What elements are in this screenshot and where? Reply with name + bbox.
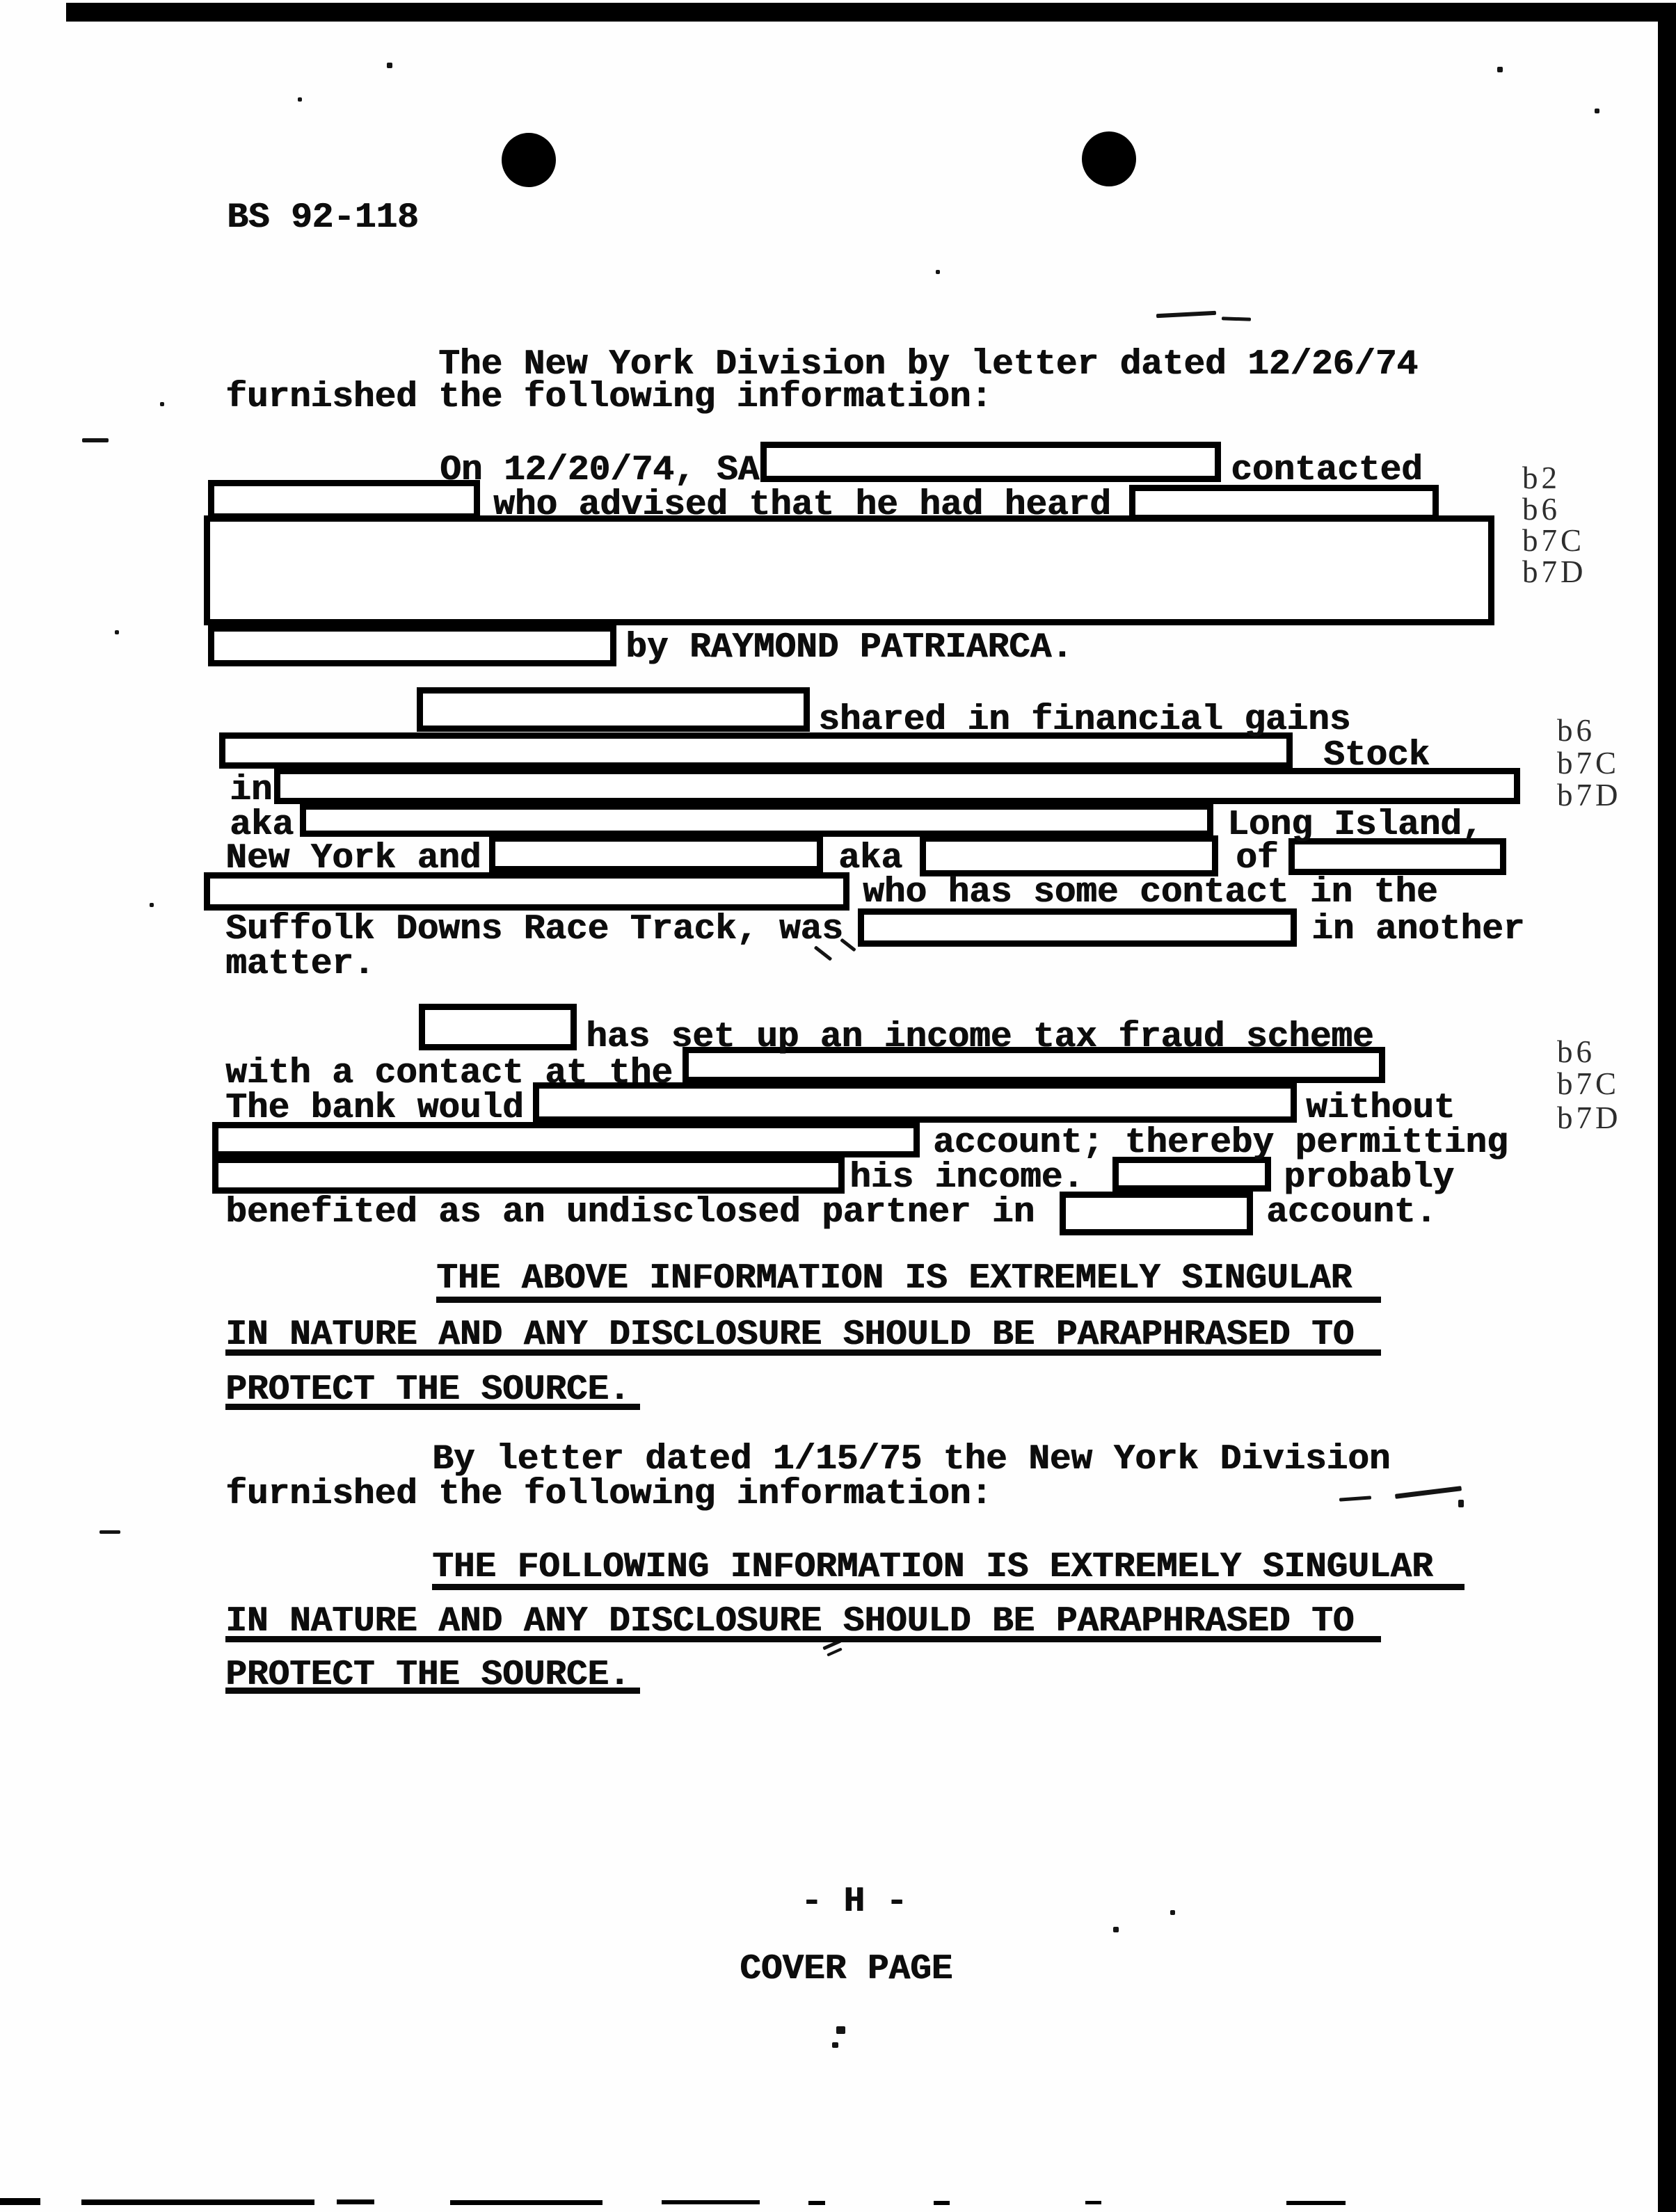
exemption-code: b7C: [1557, 746, 1620, 780]
page-marker: - H -: [801, 1882, 908, 1922]
exemption-code: b6: [1557, 713, 1595, 748]
para3-line2-pre: with a contact at the: [225, 1054, 673, 1093]
para3-line3-post: without: [1306, 1089, 1455, 1128]
para1-line2-text: who advised that he had heard: [493, 486, 1111, 525]
exemption-code: b7C: [1522, 523, 1586, 558]
scan-edge-bottom-segment: [808, 2201, 825, 2205]
para2-line1-post: shared in financial gains: [818, 700, 1351, 740]
hole-punch: [1082, 131, 1136, 186]
warning1-line3: PROTECT THE SOURCE.: [225, 1370, 630, 1410]
pen-mark: [827, 1647, 843, 1656]
pen-mark: [115, 630, 119, 634]
scan-edge-top: [66, 3, 1676, 22]
pen-mark: [1222, 316, 1251, 321]
para2-line5-c: of: [1236, 839, 1279, 879]
para3-line6-post: account.: [1266, 1193, 1437, 1233]
pen-mark: [1113, 1927, 1119, 1932]
redaction-box: [1060, 1192, 1253, 1235]
warning2-line3: PROTECT THE SOURCE.: [225, 1656, 630, 1695]
scan-edge-right: [1658, 13, 1676, 2212]
pen-mark: [936, 270, 940, 274]
scan-edge-bottom-segment: [337, 2199, 374, 2204]
pen-mark: [836, 2026, 845, 2034]
para4-line1: By letter dated 1/15/75 the New York Division: [432, 1440, 1391, 1480]
para3-line1-post: has set up an income tax fraud scheme: [586, 1018, 1374, 1057]
pen-mark: [1395, 1486, 1462, 1499]
redaction-box: [920, 835, 1218, 876]
para2-line7-post: in another: [1311, 910, 1525, 949]
pen-mark: [1497, 67, 1503, 72]
pen-mark: [82, 438, 109, 442]
redaction-box: [858, 908, 1297, 947]
para3-line4-post: account; thereby permitting: [933, 1123, 1508, 1163]
scan-edge-bottom-segment: [662, 2200, 760, 2204]
pen-mark: [1595, 109, 1599, 113]
case-number: BS 92-118: [227, 198, 419, 238]
scan-edge-bottom-segment: [1286, 2201, 1346, 2205]
pen-mark: [160, 402, 164, 406]
pen-mark: [832, 2042, 838, 2048]
exemption-code: b7D: [1522, 554, 1587, 589]
para1-line1-post: contacted: [1231, 451, 1423, 490]
para2-line4-pre: aka: [230, 806, 294, 845]
warning2-line1: THE FOLLOWING INFORMATION IS EXTREMELY SINGULAR: [432, 1548, 1433, 1587]
exemption-code: b7C: [1557, 1066, 1620, 1101]
redaction-box: [300, 803, 1213, 837]
scan-edge-bottom-segment: [1085, 2201, 1101, 2204]
para2-line5-a: New York and: [225, 839, 481, 879]
scan-edge-bottom-segment: [81, 2199, 314, 2205]
para3-line5-b: probably: [1284, 1158, 1454, 1198]
warning1-line1: THE ABOVE INFORMATION IS EXTREMELY SINGULAR: [436, 1259, 1352, 1299]
intro-line-1: The New York Division by letter dated 12/26/74: [438, 345, 1418, 385]
para2-line4-post: Long Island,: [1227, 806, 1483, 845]
exemption-code: b7D: [1557, 1100, 1622, 1135]
exemption-code: b6: [1557, 1034, 1595, 1069]
intro-line-2: furnished the following information:: [225, 378, 992, 417]
redaction-box: [489, 835, 823, 872]
exemption-code: b2: [1522, 460, 1561, 495]
redaction-box-large: [204, 515, 1494, 625]
para3-line5-a: his income.: [849, 1158, 1084, 1198]
pen-mark: [1156, 311, 1216, 318]
para1-line1-pre: On 12/20/74, SA: [440, 451, 760, 490]
cover-page-label: COVER PAGE: [740, 1950, 953, 1989]
para2-line2-post: Stock: [1323, 736, 1430, 776]
pen-mark: [150, 903, 154, 907]
redaction-box: [417, 687, 810, 732]
para4-line2: furnished the following information:: [225, 1475, 992, 1514]
warning2-line2: IN NATURE AND ANY DISCLOSURE SHOULD BE PARAPHRASED TO: [225, 1602, 1355, 1642]
exemption-code: b7D: [1557, 778, 1622, 812]
warning1-line2: IN NATURE AND ANY DISCLOSURE SHOULD BE PARAPHRASED TO: [225, 1315, 1355, 1355]
hole-punch: [502, 133, 556, 187]
pen-mark: [99, 1530, 120, 1534]
para2-line6-post: who has some contact in the: [863, 873, 1438, 913]
para3-line3-pre: The bank would: [225, 1089, 524, 1128]
redaction-box: [212, 1157, 845, 1194]
exemption-code: b6: [1522, 492, 1561, 527]
redaction-box: [760, 442, 1221, 482]
pen-mark: [387, 63, 392, 68]
para2-line7-pre: Suffolk Downs Race Track, was: [225, 910, 843, 949]
para2-line3-pre: in: [230, 771, 273, 810]
pen-mark: [1339, 1496, 1371, 1501]
pen-mark: [298, 97, 302, 102]
scan-edge-bottom-segment: [0, 2198, 40, 2205]
para2-line8: matter.: [225, 945, 375, 984]
scan-edge-bottom-segment: [934, 2201, 950, 2205]
para1-line3-post: by RAYMOND PATRIARCA.: [625, 628, 1073, 668]
scan-edge-bottom-segment: [450, 2200, 602, 2205]
para2-line5-b: aka: [838, 839, 902, 879]
redaction-box: [419, 1004, 577, 1050]
redaction-box: [208, 625, 616, 666]
pen-mark: [1170, 1910, 1175, 1915]
pen-mark: [1458, 1500, 1464, 1507]
para3-line6-pre: benefited as an undisclosed partner in: [225, 1193, 1035, 1233]
